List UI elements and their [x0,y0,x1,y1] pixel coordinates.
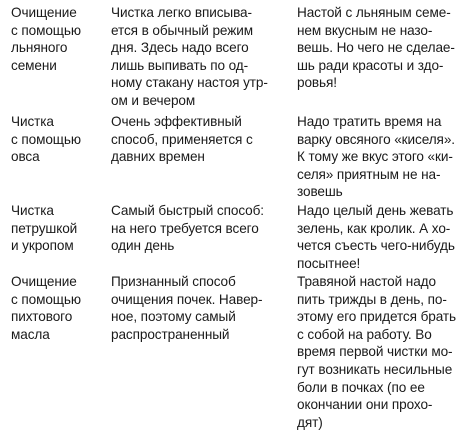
drawbacks-cell: Надо тратить время на варку овсяного «киселя». К тому же вкус этого «ки- селя» приятным не на- зовешь [297,114,455,200]
drawbacks-cell: Травяной настой надо пить трижды в день, по- этому его придется брать с собой на работу. Во время первой чистки мо- гут возникать несильные боли в почках (по ее окончании они прохо- дят) [297,274,456,430]
method-cell: Очищение с помощью льняного семени [11,5,81,73]
method-cell: Очищение с помощью пихтового масла [11,274,81,342]
drawbacks-cell: Настой с льняным семе- нем вкусным не назо- вешь. Но чего не сделае- шь ради красоты и здо- ровья! [297,5,455,91]
description-cell: Самый быстрый способ: на него требуется всего один день [111,203,264,254]
method-cell: Чистка с помощью овса [11,114,81,165]
description-cell: Признанный способ очищения почек. Навер- ное, поэтому самый распространенный [111,274,263,342]
drawbacks-cell: Надо целый день жевать зелень, как кролик. А хо- чется съесть чего-нибудь посытнее! [297,203,455,271]
description-cell: Чистка легко вписыва- ется в обычный режим дня. Здесь надо всего лишь выпивать по од- ному стакану настоя утр- ом и вечером [111,5,268,108]
method-cell: Чистка петрушкой и укропом [11,203,78,254]
description-cell: Очень эффективный способ, применяется с давних времен [111,114,253,165]
